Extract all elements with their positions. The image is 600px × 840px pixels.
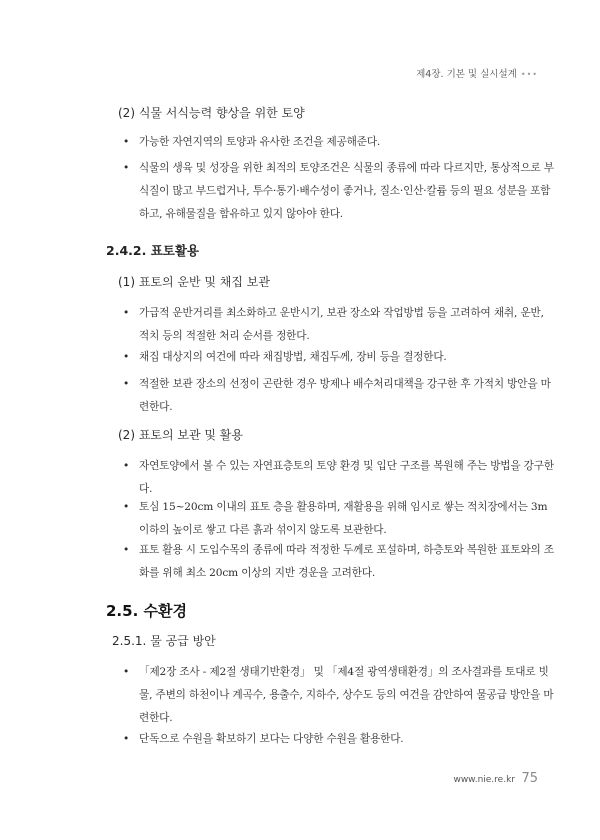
page-number: 75 <box>521 771 538 786</box>
section-title-topsoil-use: 2.4.2. 표토활용 <box>106 243 199 258</box>
bullet-icon: • <box>123 351 130 363</box>
list-item: • 단독으로 수원을 확보하기 보다는 다양한 수원을 활용한다. <box>139 728 554 751</box>
list-item: • 토심 15~20cm 이내의 표토 층을 활용하며, 재활용을 위해 임시로 쌓는 적치장에서는 3m 이하의 높이로 쌓고 다른 흙과 섞이지 않도록 보관한다. <box>139 496 554 542</box>
bullet-icon: • <box>123 378 130 390</box>
footer-url: www.nie.re.kr <box>453 775 515 785</box>
list-item: • 적절한 보관 장소의 선정이 곤란한 경우 방제나 배수처리대책을 강구한 후 가적치 방안을 마련한다. <box>139 373 554 419</box>
bullet-icon: • <box>123 460 130 472</box>
subsection-title-topsoil-storage: (2) 표토의 보관 및 활용 <box>118 428 243 442</box>
bullet-icon: • <box>123 666 130 678</box>
list-item: • 「제2장 조사 - 제2절 생태기반환경」 및 「제4절 광역생태환경」의 조사결과를 토대로 빗물, 주변의 하천이나 계곡수, 용출수, 지하수, 상수도 등의 여건을 감안하여 물공급 방안을 마련한다. <box>139 661 554 730</box>
bullet-icon: • <box>123 162 130 174</box>
list-item: • 가급적 운반거리를 최소화하고 운반시기, 보관 장소와 작업방법 등을 고려하여 채취, 운반, 적치 등의 적절한 처리 순서를 정한다. <box>139 302 554 348</box>
chapter-title: 제4장. 기본 및 실시설계 <box>416 69 517 80</box>
list-item: • 채집 대상지의 여건에 따라 채집방법, 채집두께, 장비 등을 결정한다. <box>139 346 554 369</box>
section-title-water-environment: 2.5. 수환경 <box>106 602 187 620</box>
section-title-water-supply: 2.5.1. 물 공급 방안 <box>112 634 216 648</box>
bullet-icon: • <box>123 733 130 745</box>
list-item: • 표토 활용 시 도입수목의 종류에 따라 적정한 두께로 포설하며, 하층토와 복원한 표토와의 조화를 위해 최소 20cm 이상의 지반 경운을 고려한다. <box>139 539 554 585</box>
running-header <box>416 66 538 80</box>
bullet-icon: • <box>123 307 130 319</box>
list-item: • 자연토양에서 볼 수 있는 자연표층토의 토양 환경 및 입단 구조를 복원해 주는 방법을 강구한다. <box>139 455 554 501</box>
header-dots: ••• <box>520 70 538 79</box>
bullet-icon: • <box>123 544 130 556</box>
list-item: • 가능한 자연지역의 토양과 유사한 조건을 제공해준다. <box>139 131 554 154</box>
subsection-title-topsoil-transport: (1) 표토의 운반 및 채집 보관 <box>118 275 270 289</box>
bullet-icon: • <box>123 501 130 513</box>
bullet-icon: • <box>123 136 130 148</box>
subsection-title-plant-soil: (2) 식물 서식능력 향상을 위한 토양 <box>118 106 305 120</box>
list-item: • 식물의 생육 및 성장을 위한 최적의 토양조건은 식물의 종류에 따라 다르지만, 통상적으로 부식질이 많고 부드럽거나, 투수·통기·배수성이 좋거나, 질소·인산·칼륨 등의 필요 성분을 포함하고, 유해물질을 함유하고 있지 않아야 한다. <box>139 157 554 226</box>
